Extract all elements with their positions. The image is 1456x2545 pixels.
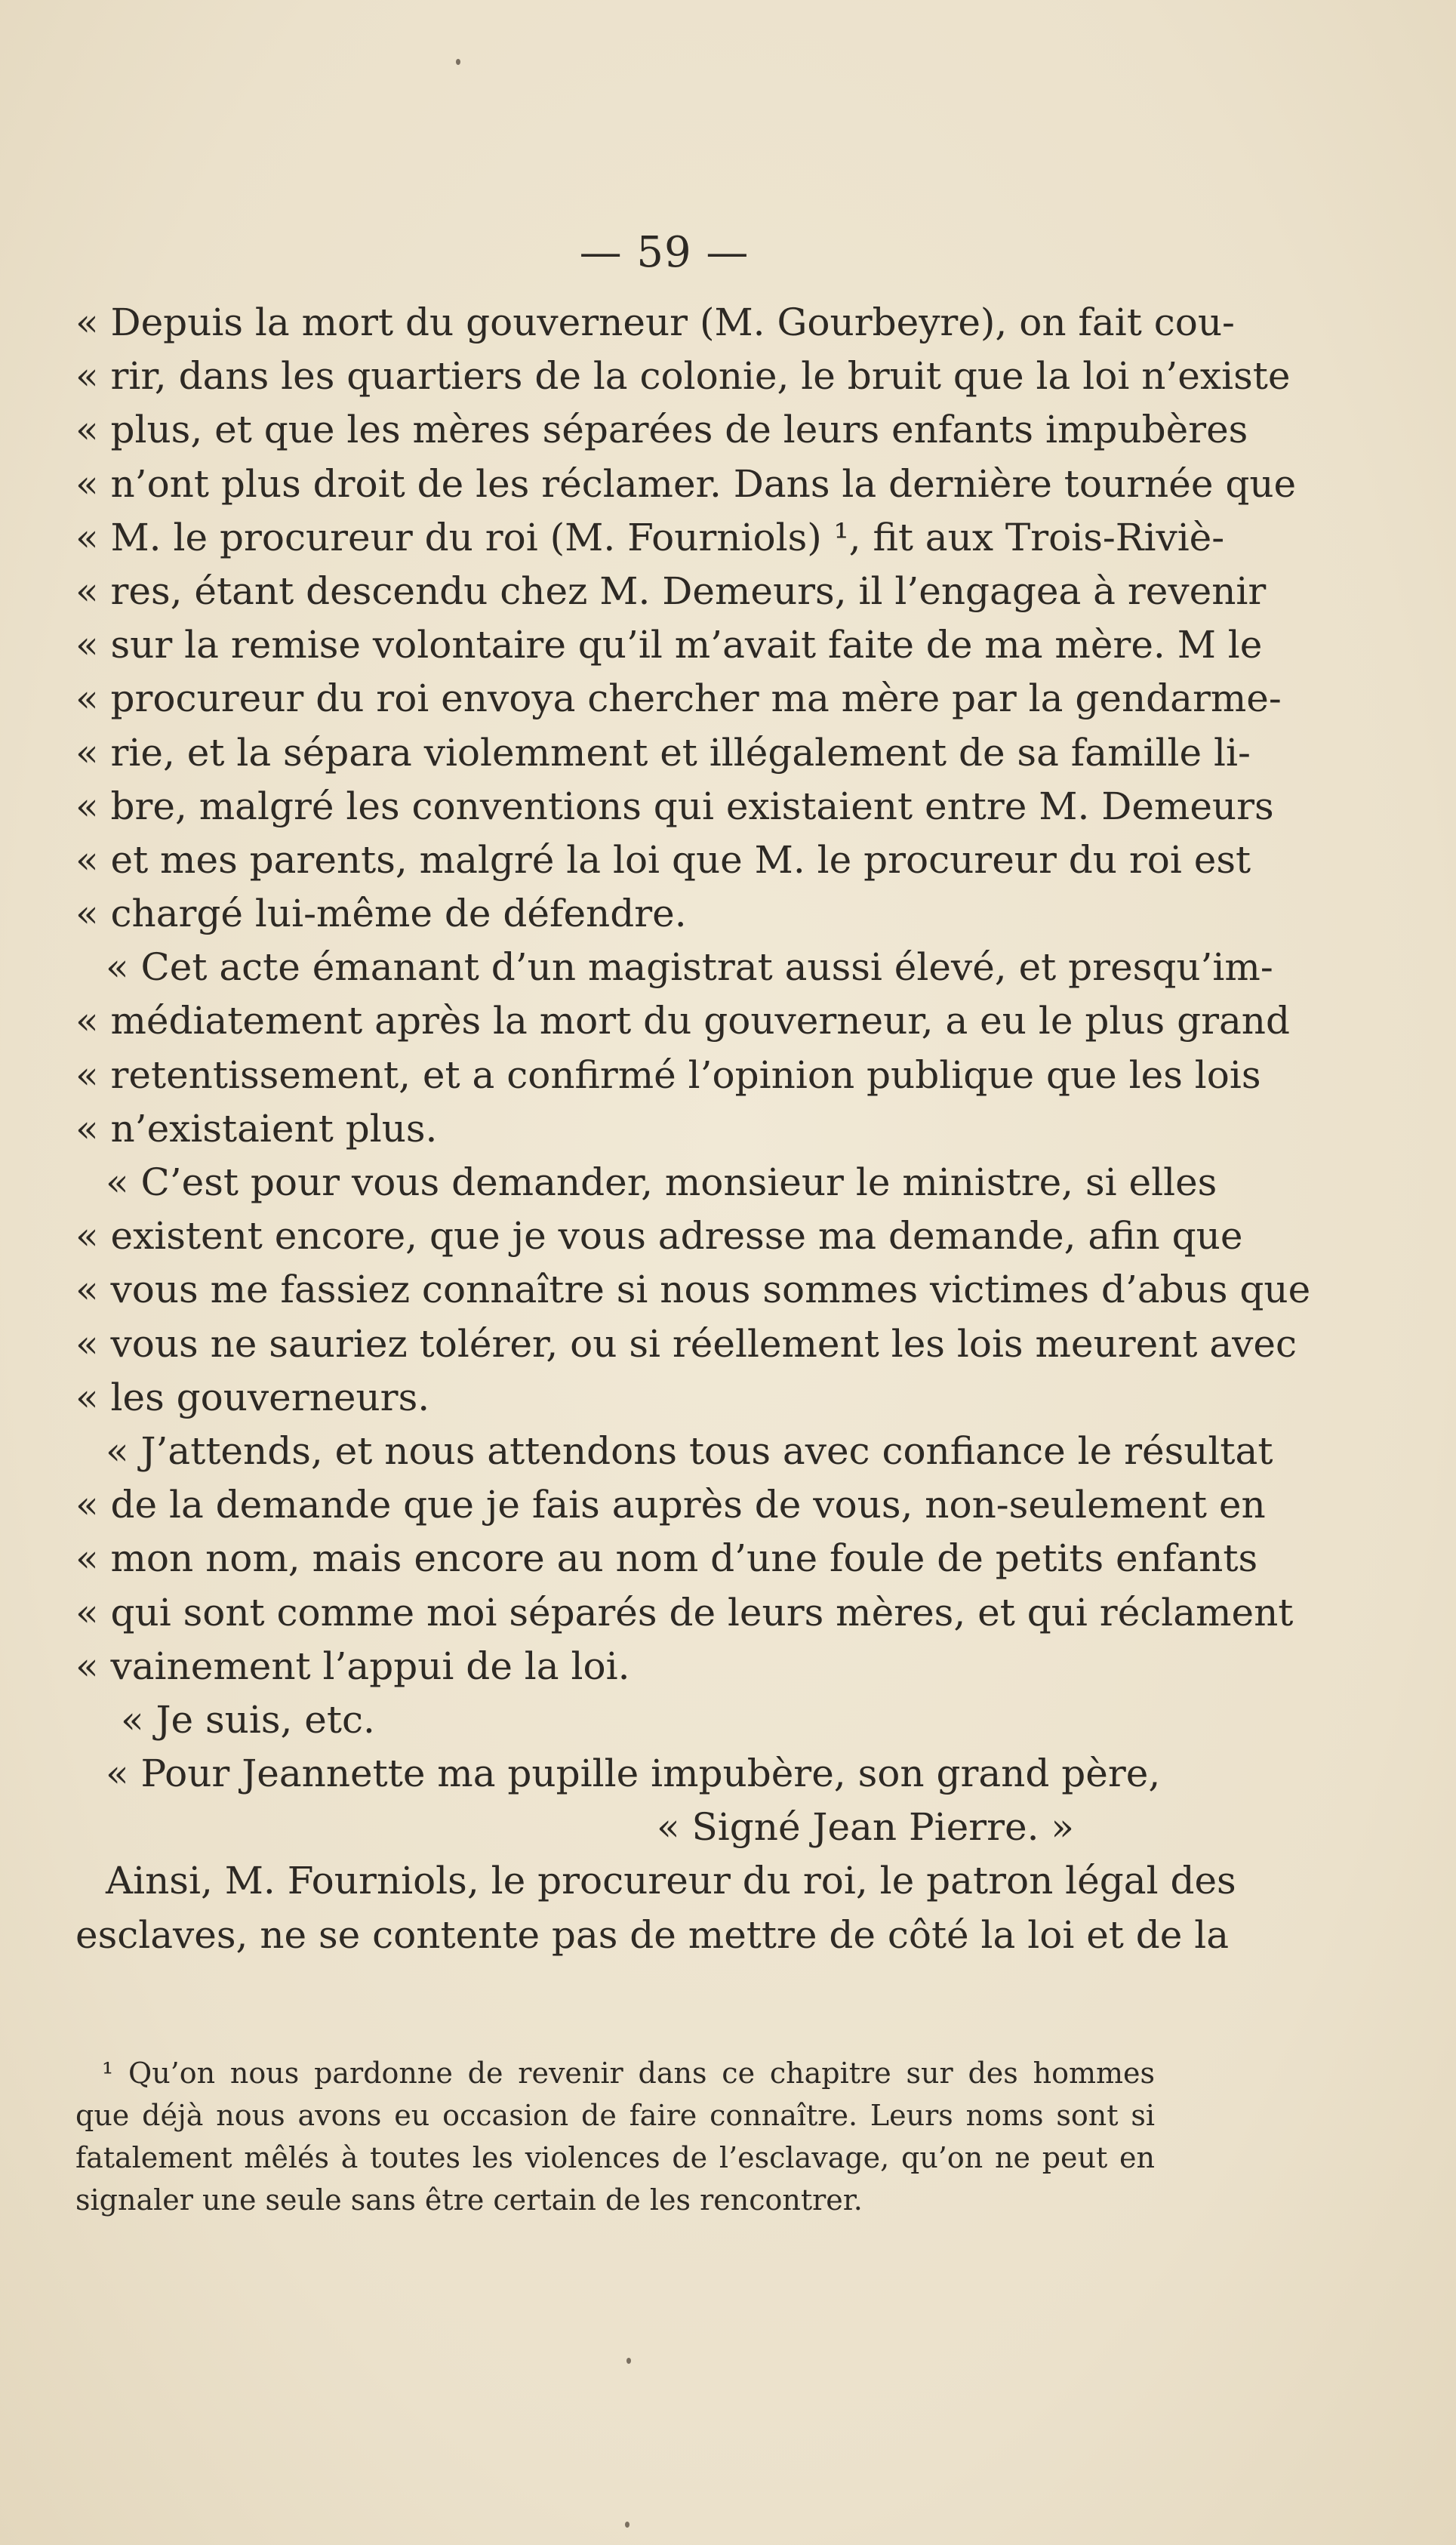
text-line: « vous me fassiez connaître si nous sommes victimes d’abus que <box>75 1268 1311 1312</box>
text-line: « n’ont plus droit de les réclamer. Dans la dernière tournée que <box>75 461 1297 506</box>
signature-line: « Signé Jean Pierre. » <box>657 1805 1074 1850</box>
text-line: « sur la remise volontaire qu’il m’avait faite de ma mère. M le <box>75 623 1263 667</box>
text-line: « res, étant descendu chez M. Demeurs, il l’engagea à revenir <box>75 568 1267 613</box>
text-line: « Cet acte émanant d’un magistrat aussi élevé, et presqu’im- <box>106 945 1273 990</box>
text-line: « qui sont comme moi séparés de leurs mères, et qui réclament <box>75 1590 1294 1635</box>
text-line: « procureur du roi envoya chercher ma mère par la gendarme- <box>75 676 1282 721</box>
text-line: « et mes parents, malgré la loi que M. le procureur du roi est <box>75 837 1251 882</box>
text-line: « rie, et la sépara violemment et illégalement de sa famille li- <box>75 730 1251 775</box>
text-line: « J’attends, et nous attendons tous avec confiance le résultat <box>106 1428 1273 1473</box>
text-line: Ainsi, M. Fourniols, le procureur du roi, le patron légal des <box>106 1859 1236 1903</box>
text-line: « chargé lui-même de défendre. <box>75 892 687 936</box>
footnote-line: ¹ Qu’on nous pardonne de revenir dans ce chapitre sur des hommes <box>102 2057 1155 2090</box>
paper-speck <box>625 2522 629 2528</box>
text-line: « n’existaient plus. <box>75 1106 438 1151</box>
text-line: « les gouverneurs. <box>75 1375 430 1419</box>
text-line: « existent encore, que je vous adresse ma demande, afin que <box>75 1214 1243 1259</box>
text-line: esclaves, ne se contente pas de mettre de côté la loi et de la <box>75 1912 1230 1957</box>
footnote-line: que déjà nous avons eu occasion de faire connaître. Leurs noms sont si <box>75 2099 1155 2132</box>
footnote <box>75 2052 1155 2221</box>
text-line: « Pour Jeannette ma pupille impubère, son grand père, <box>106 1752 1161 1796</box>
page-number: — 59 — <box>579 228 750 277</box>
paper-speck <box>456 59 460 65</box>
text-line: « rir, dans les quartiers de la colonie, le bruit que la loi n’existe <box>75 354 1291 399</box>
text-line: « C’est pour vous demander, monsieur le ministre, si elles <box>106 1160 1217 1204</box>
footnote-line: signaler une seule sans être certain de les rencontrer. <box>75 2183 863 2217</box>
text-line: « bre, malgré les conventions qui existaient entre M. Demeurs <box>75 784 1274 828</box>
paper-speck <box>626 2358 631 2364</box>
text-line: « médiatement après la mort du gouverneur, a eu le plus grand <box>75 999 1291 1043</box>
text-line: « retentissement, et a confirmé l’opinion publique que les lois <box>75 1052 1261 1097</box>
text-line: « de la demande que je fais auprès de vous, non-seulement en <box>75 1483 1266 1527</box>
text-line: « Depuis la mort du gouverneur (M. Gourbeyre), on fait cou- <box>75 300 1235 344</box>
text-line: « mon nom, mais encore au nom d’une foule de petits enfants <box>75 1536 1258 1581</box>
text-line: « M. le procureur du roi (M. Fourniols) ¹, fit aux Trois-Riviè- <box>75 515 1225 559</box>
footnote-line: fatalement mêlés à toutes les violences de l’esclavage, qu’on ne peut en <box>75 2141 1155 2174</box>
text-line: « plus, et que les mères séparées de leurs enfants impubères <box>75 408 1248 452</box>
text-line: « Je suis, etc. <box>121 1697 375 1742</box>
text-line: « vainement l’appui de la loi. <box>75 1644 630 1688</box>
text-line: « vous ne sauriez tolérer, ou si réellement les lois meurent avec <box>75 1321 1297 1366</box>
body-text <box>75 296 1311 1962</box>
